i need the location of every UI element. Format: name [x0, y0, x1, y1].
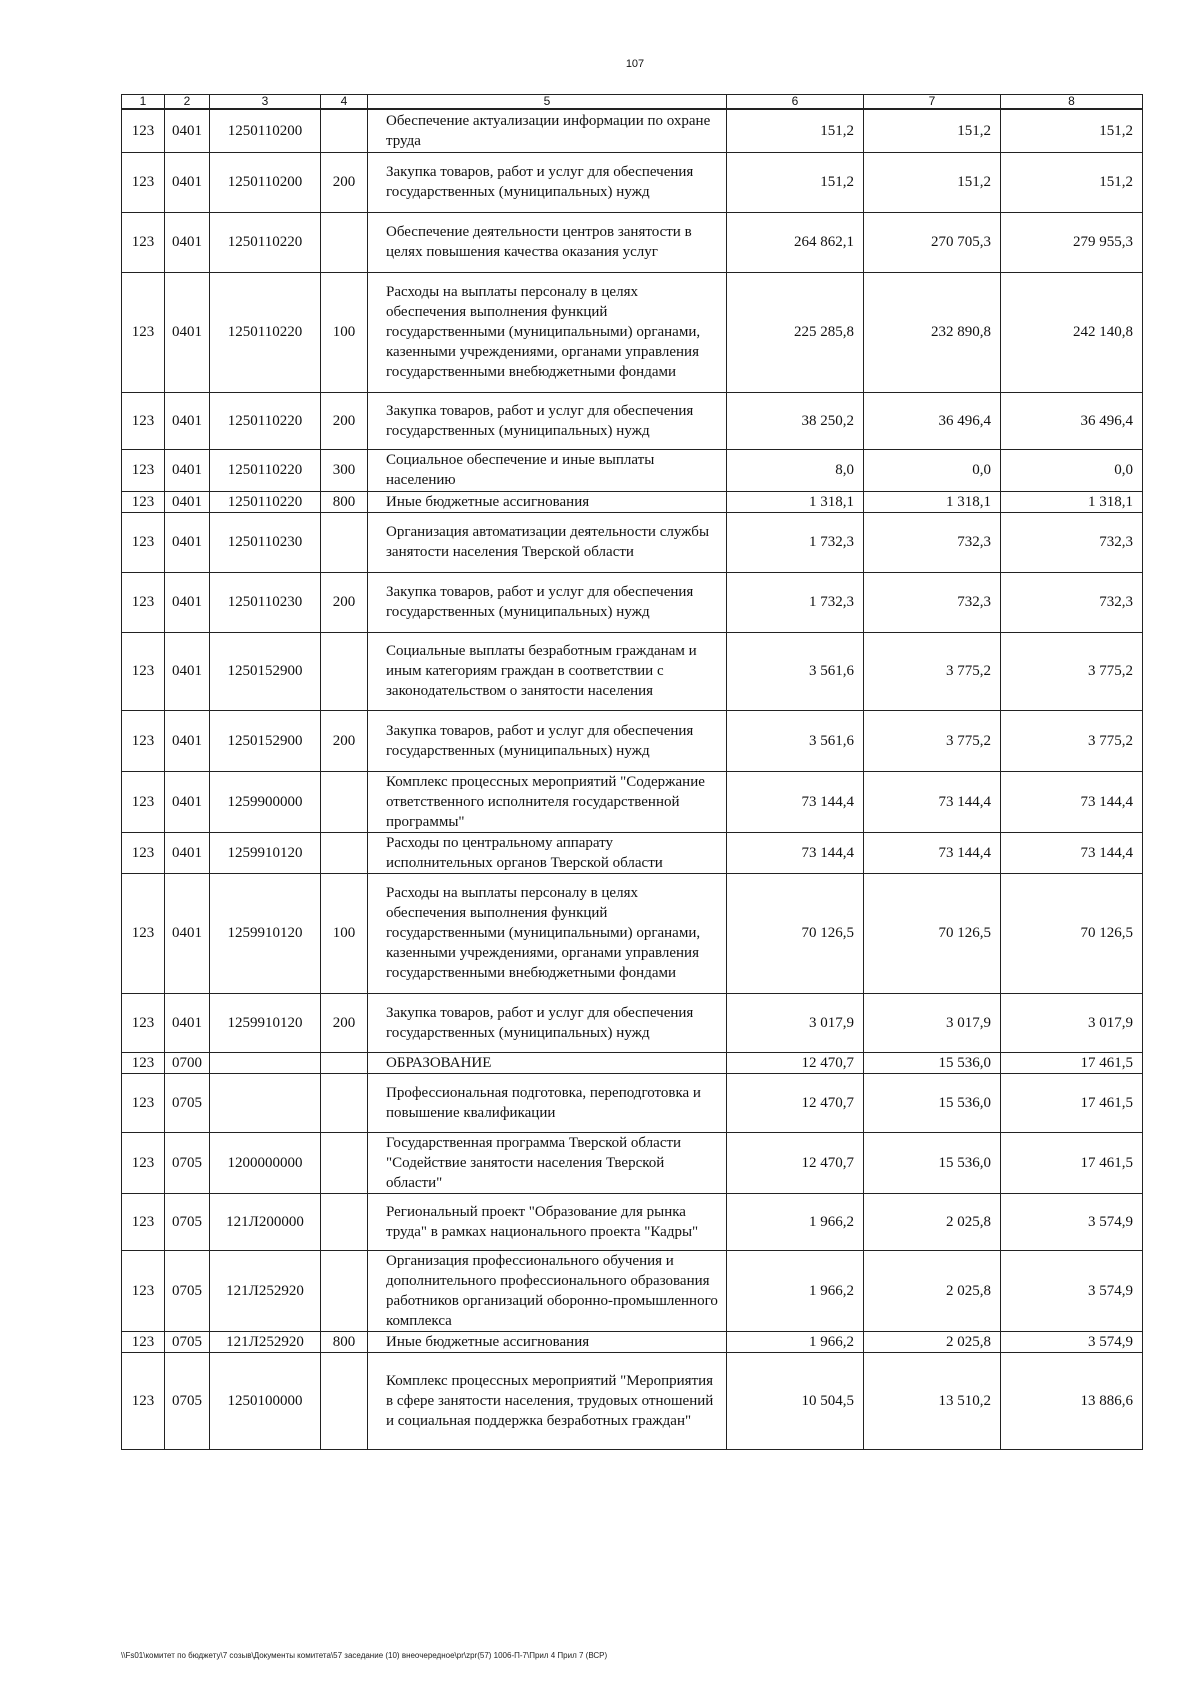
amount-year-1-cell: 12 470,7 [727, 1052, 864, 1073]
code-admin-cell: 123 [122, 491, 165, 512]
amount-year-2-cell: 15 536,0 [864, 1073, 1001, 1132]
section-code-cell: 0401 [165, 572, 210, 632]
amount-year-2-cell: 0,0 [864, 449, 1001, 491]
amount-year-1-cell: 8,0 [727, 449, 864, 491]
amount-year-3-cell: 3 574,9 [1001, 1250, 1143, 1331]
amount-year-2-cell: 3 775,2 [864, 710, 1001, 771]
expense-type-cell [321, 1073, 368, 1132]
amount-year-2-cell: 1 318,1 [864, 491, 1001, 512]
section-code-cell: 0401 [165, 993, 210, 1052]
description-cell: Профессиональная подготовка, переподготовка и повышение квалификации [368, 1073, 727, 1132]
amount-year-2-cell: 2 025,8 [864, 1250, 1001, 1331]
code-admin-cell: 123 [122, 109, 165, 152]
amount-year-3-cell: 0,0 [1001, 449, 1143, 491]
page-number: 107 [625, 58, 645, 70]
amount-year-1-cell: 225 285,8 [727, 272, 864, 392]
code-admin-cell: 123 [122, 710, 165, 771]
description-cell: Организация профессионального обучения и дополнительного профессионального образования работников организаций оборонно-промышленного комплекса [368, 1250, 727, 1331]
amount-year-2-cell: 3 775,2 [864, 632, 1001, 710]
amount-year-1-cell: 10 504,5 [727, 1352, 864, 1449]
header-cell: 3 [210, 95, 321, 110]
table-row [122, 1132, 1143, 1193]
amount-year-2-cell: 2 025,8 [864, 1331, 1001, 1352]
amount-year-1-cell: 38 250,2 [727, 392, 864, 449]
target-article-cell [210, 1073, 321, 1132]
code-admin-cell: 123 [122, 212, 165, 272]
target-article-cell: 1259900000 [210, 771, 321, 832]
section-code-cell: 0401 [165, 449, 210, 491]
description-cell: Иные бюджетные ассигнования [368, 491, 727, 512]
section-code-cell: 0401 [165, 632, 210, 710]
table-row [122, 632, 1143, 710]
expense-type-cell: 200 [321, 572, 368, 632]
code-admin-cell: 123 [122, 771, 165, 832]
table-row [122, 572, 1143, 632]
table-row [122, 392, 1143, 449]
table-row [122, 710, 1143, 771]
code-admin-cell: 123 [122, 832, 165, 873]
description-cell: Региональный проект "Образование для рынка труда" в рамках национального проекта "Кадры" [368, 1193, 727, 1250]
header-cell: 1 [122, 95, 165, 110]
description-cell: ОБРАЗОВАНИЕ [368, 1052, 727, 1073]
expense-type-cell: 200 [321, 710, 368, 771]
table-row [122, 491, 1143, 512]
description-cell: Закупка товаров, работ и услуг для обеспечения государственных (муниципальных) нужд [368, 993, 727, 1052]
description-cell: Комплекс процессных мероприятий "Мероприятия в сфере занятости населения, трудовых отношений и социальная поддержка безработных граждан" [368, 1352, 727, 1449]
description-cell: Обеспечение актуализации информации по охране труда [368, 109, 727, 152]
description-cell: Расходы на выплаты персоналу в целях обеспечения выполнения функций государственными (муниципальными) органами, казенными учреждениями, органами управления государственными внебюджетными фондами [368, 873, 727, 993]
table-row [122, 212, 1143, 272]
target-article-cell: 1250110230 [210, 572, 321, 632]
description-cell: Расходы на выплаты персоналу в целях обеспечения выполнения функций государственными (муниципальными) органами, казенными учреждениями, органами управления государственными внебюджетными фондами [368, 272, 727, 392]
target-article-cell: 121Л252920 [210, 1331, 321, 1352]
code-admin-cell: 123 [122, 1250, 165, 1331]
amount-year-3-cell: 73 144,4 [1001, 832, 1143, 873]
header-cell: 2 [165, 95, 210, 110]
expense-type-cell [321, 1250, 368, 1331]
amount-year-1-cell: 1 966,2 [727, 1250, 864, 1331]
section-code-cell: 0705 [165, 1250, 210, 1331]
target-article-cell: 1250110220 [210, 392, 321, 449]
code-admin-cell: 123 [122, 392, 165, 449]
table-row [122, 1073, 1143, 1132]
expense-type-cell [321, 1352, 368, 1449]
expense-type-cell: 100 [321, 873, 368, 993]
amount-year-3-cell: 732,3 [1001, 572, 1143, 632]
expense-type-cell: 200 [321, 152, 368, 212]
amount-year-1-cell: 1 732,3 [727, 572, 864, 632]
code-admin-cell: 123 [122, 873, 165, 993]
header-cell: 6 [727, 95, 864, 110]
description-cell: Закупка товаров, работ и услуг для обеспечения государственных (муниципальных) нужд [368, 572, 727, 632]
target-article-cell: 1250152900 [210, 710, 321, 771]
description-cell: Государственная программа Тверской области "Содействие занятости населения Тверской области" [368, 1132, 727, 1193]
code-admin-cell: 123 [122, 632, 165, 710]
amount-year-2-cell: 13 510,2 [864, 1352, 1001, 1449]
expense-type-cell [321, 1193, 368, 1250]
code-admin-cell: 123 [122, 512, 165, 572]
target-article-cell: 1259910120 [210, 993, 321, 1052]
expense-type-cell [321, 771, 368, 832]
amount-year-1-cell: 73 144,4 [727, 771, 864, 832]
amount-year-3-cell: 3 574,9 [1001, 1193, 1143, 1250]
amount-year-3-cell: 151,2 [1001, 109, 1143, 152]
amount-year-1-cell: 1 732,3 [727, 512, 864, 572]
target-article-cell: 1250110230 [210, 512, 321, 572]
table-row [122, 1052, 1143, 1073]
amount-year-1-cell: 73 144,4 [727, 832, 864, 873]
expense-type-cell: 800 [321, 1331, 368, 1352]
code-admin-cell: 123 [122, 1331, 165, 1352]
header-cell: 5 [368, 95, 727, 110]
amount-year-2-cell: 2 025,8 [864, 1193, 1001, 1250]
expense-type-cell [321, 512, 368, 572]
target-article-cell: 1250100000 [210, 1352, 321, 1449]
table-row [122, 1352, 1143, 1449]
description-cell: Закупка товаров, работ и услуг для обеспечения государственных (муниципальных) нужд [368, 392, 727, 449]
header-cell: 4 [321, 95, 368, 110]
expense-type-cell: 200 [321, 392, 368, 449]
description-cell: Социальные выплаты безработным гражданам и иным категориям граждан в соответствии с законодательством о занятости населения [368, 632, 727, 710]
amount-year-3-cell: 17 461,5 [1001, 1132, 1143, 1193]
amount-year-2-cell: 151,2 [864, 109, 1001, 152]
section-code-cell: 0705 [165, 1193, 210, 1250]
section-code-cell: 0401 [165, 710, 210, 771]
target-article-cell: 121Л252920 [210, 1250, 321, 1331]
budget-table [121, 94, 1143, 1450]
table-row [122, 1193, 1143, 1250]
section-code-cell: 0401 [165, 212, 210, 272]
amount-year-2-cell: 70 126,5 [864, 873, 1001, 993]
amount-year-3-cell: 732,3 [1001, 512, 1143, 572]
amount-year-2-cell: 732,3 [864, 512, 1001, 572]
amount-year-1-cell: 1 318,1 [727, 491, 864, 512]
table-row [122, 873, 1143, 993]
table-row [122, 449, 1143, 491]
expense-type-cell [321, 109, 368, 152]
description-cell: Закупка товаров, работ и услуг для обеспечения государственных (муниципальных) нужд [368, 710, 727, 771]
header-row [122, 95, 1143, 110]
section-code-cell: 0705 [165, 1073, 210, 1132]
target-article-cell: 1250110200 [210, 152, 321, 212]
amount-year-2-cell: 151,2 [864, 152, 1001, 212]
amount-year-2-cell: 73 144,4 [864, 771, 1001, 832]
target-article-cell: 121Л200000 [210, 1193, 321, 1250]
amount-year-1-cell: 70 126,5 [727, 873, 864, 993]
code-admin-cell: 123 [122, 1132, 165, 1193]
section-code-cell: 0705 [165, 1331, 210, 1352]
header-cell: 7 [864, 95, 1001, 110]
amount-year-2-cell: 232 890,8 [864, 272, 1001, 392]
code-admin-cell: 123 [122, 1052, 165, 1073]
expense-type-cell [321, 1052, 368, 1073]
expense-type-cell: 800 [321, 491, 368, 512]
expense-type-cell [321, 632, 368, 710]
file-path-footer: \\Fs01\комитет по бюджету\7 созыв\Документы комитета\57 заседание (10) внеочередное\pr\zpr(57) 1006-П-7\Прил 4 Прил 7 (ВСР) [121, 1651, 608, 1660]
table-row [122, 152, 1143, 212]
section-code-cell: 0401 [165, 152, 210, 212]
amount-year-3-cell: 73 144,4 [1001, 771, 1143, 832]
target-article-cell: 1250110220 [210, 272, 321, 392]
amount-year-1-cell: 12 470,7 [727, 1132, 864, 1193]
description-cell: Закупка товаров, работ и услуг для обеспечения государственных (муниципальных) нужд [368, 152, 727, 212]
table-body [122, 95, 1143, 1450]
target-article-cell: 1250110220 [210, 491, 321, 512]
table-row [122, 771, 1143, 832]
amount-year-1-cell: 151,2 [727, 152, 864, 212]
description-cell: Иные бюджетные ассигнования [368, 1331, 727, 1352]
section-code-cell: 0705 [165, 1352, 210, 1449]
header-cell: 8 [1001, 95, 1143, 110]
amount-year-2-cell: 15 536,0 [864, 1052, 1001, 1073]
code-admin-cell: 123 [122, 572, 165, 632]
section-code-cell: 0401 [165, 109, 210, 152]
table-row [122, 1250, 1143, 1331]
section-code-cell: 0705 [165, 1132, 210, 1193]
code-admin-cell: 123 [122, 1352, 165, 1449]
amount-year-2-cell: 15 536,0 [864, 1132, 1001, 1193]
amount-year-3-cell: 3 775,2 [1001, 710, 1143, 771]
section-code-cell: 0401 [165, 771, 210, 832]
amount-year-1-cell: 3 561,6 [727, 632, 864, 710]
amount-year-3-cell: 3 574,9 [1001, 1331, 1143, 1352]
amount-year-1-cell: 151,2 [727, 109, 864, 152]
target-article-cell: 1250152900 [210, 632, 321, 710]
amount-year-2-cell: 3 017,9 [864, 993, 1001, 1052]
expense-type-cell: 100 [321, 272, 368, 392]
section-code-cell: 0401 [165, 392, 210, 449]
amount-year-2-cell: 270 705,3 [864, 212, 1001, 272]
amount-year-3-cell: 17 461,5 [1001, 1073, 1143, 1132]
description-cell: Социальное обеспечение и иные выплаты населению [368, 449, 727, 491]
amount-year-2-cell: 73 144,4 [864, 832, 1001, 873]
amount-year-3-cell: 3 017,9 [1001, 993, 1143, 1052]
amount-year-3-cell: 151,2 [1001, 152, 1143, 212]
code-admin-cell: 123 [122, 272, 165, 392]
table-row [122, 512, 1143, 572]
amount-year-3-cell: 13 886,6 [1001, 1352, 1143, 1449]
amount-year-1-cell: 3 561,6 [727, 710, 864, 771]
table-row [122, 832, 1143, 873]
expense-type-cell [321, 212, 368, 272]
amount-year-3-cell: 3 775,2 [1001, 632, 1143, 710]
expense-type-cell: 300 [321, 449, 368, 491]
amount-year-1-cell: 264 862,1 [727, 212, 864, 272]
amount-year-2-cell: 732,3 [864, 572, 1001, 632]
description-cell: Комплекс процессных мероприятий "Содержание ответственного исполнителя государственной программы" [368, 771, 727, 832]
amount-year-3-cell: 17 461,5 [1001, 1052, 1143, 1073]
section-code-cell: 0401 [165, 272, 210, 392]
section-code-cell: 0700 [165, 1052, 210, 1073]
code-admin-cell: 123 [122, 152, 165, 212]
expense-type-cell [321, 1132, 368, 1193]
code-admin-cell: 123 [122, 1193, 165, 1250]
amount-year-3-cell: 70 126,5 [1001, 873, 1143, 993]
table-row [122, 993, 1143, 1052]
description-cell: Организация автоматизации деятельности службы занятости населения Тверской области [368, 512, 727, 572]
amount-year-1-cell: 1 966,2 [727, 1331, 864, 1352]
target-article-cell: 1250110220 [210, 212, 321, 272]
section-code-cell: 0401 [165, 512, 210, 572]
amount-year-1-cell: 1 966,2 [727, 1193, 864, 1250]
amount-year-3-cell: 1 318,1 [1001, 491, 1143, 512]
target-article-cell: 1250110220 [210, 449, 321, 491]
table-row [122, 272, 1143, 392]
expense-type-cell [321, 832, 368, 873]
amount-year-1-cell: 3 017,9 [727, 993, 864, 1052]
code-admin-cell: 123 [122, 1073, 165, 1132]
target-article-cell: 1259910120 [210, 873, 321, 993]
table-row [122, 1331, 1143, 1352]
section-code-cell: 0401 [165, 491, 210, 512]
amount-year-3-cell: 242 140,8 [1001, 272, 1143, 392]
amount-year-2-cell: 36 496,4 [864, 392, 1001, 449]
target-article-cell: 1259910120 [210, 832, 321, 873]
code-admin-cell: 123 [122, 993, 165, 1052]
table-row [122, 109, 1143, 152]
amount-year-3-cell: 279 955,3 [1001, 212, 1143, 272]
target-article-cell: 1250110200 [210, 109, 321, 152]
target-article-cell [210, 1052, 321, 1073]
description-cell: Обеспечение деятельности центров занятости в целях повышения качества оказания услуг [368, 212, 727, 272]
expense-type-cell: 200 [321, 993, 368, 1052]
amount-year-1-cell: 12 470,7 [727, 1073, 864, 1132]
amount-year-3-cell: 36 496,4 [1001, 392, 1143, 449]
target-article-cell: 1200000000 [210, 1132, 321, 1193]
description-cell: Расходы по центральному аппарату исполнительных органов Тверской области [368, 832, 727, 873]
code-admin-cell: 123 [122, 449, 165, 491]
section-code-cell: 0401 [165, 873, 210, 993]
section-code-cell: 0401 [165, 832, 210, 873]
